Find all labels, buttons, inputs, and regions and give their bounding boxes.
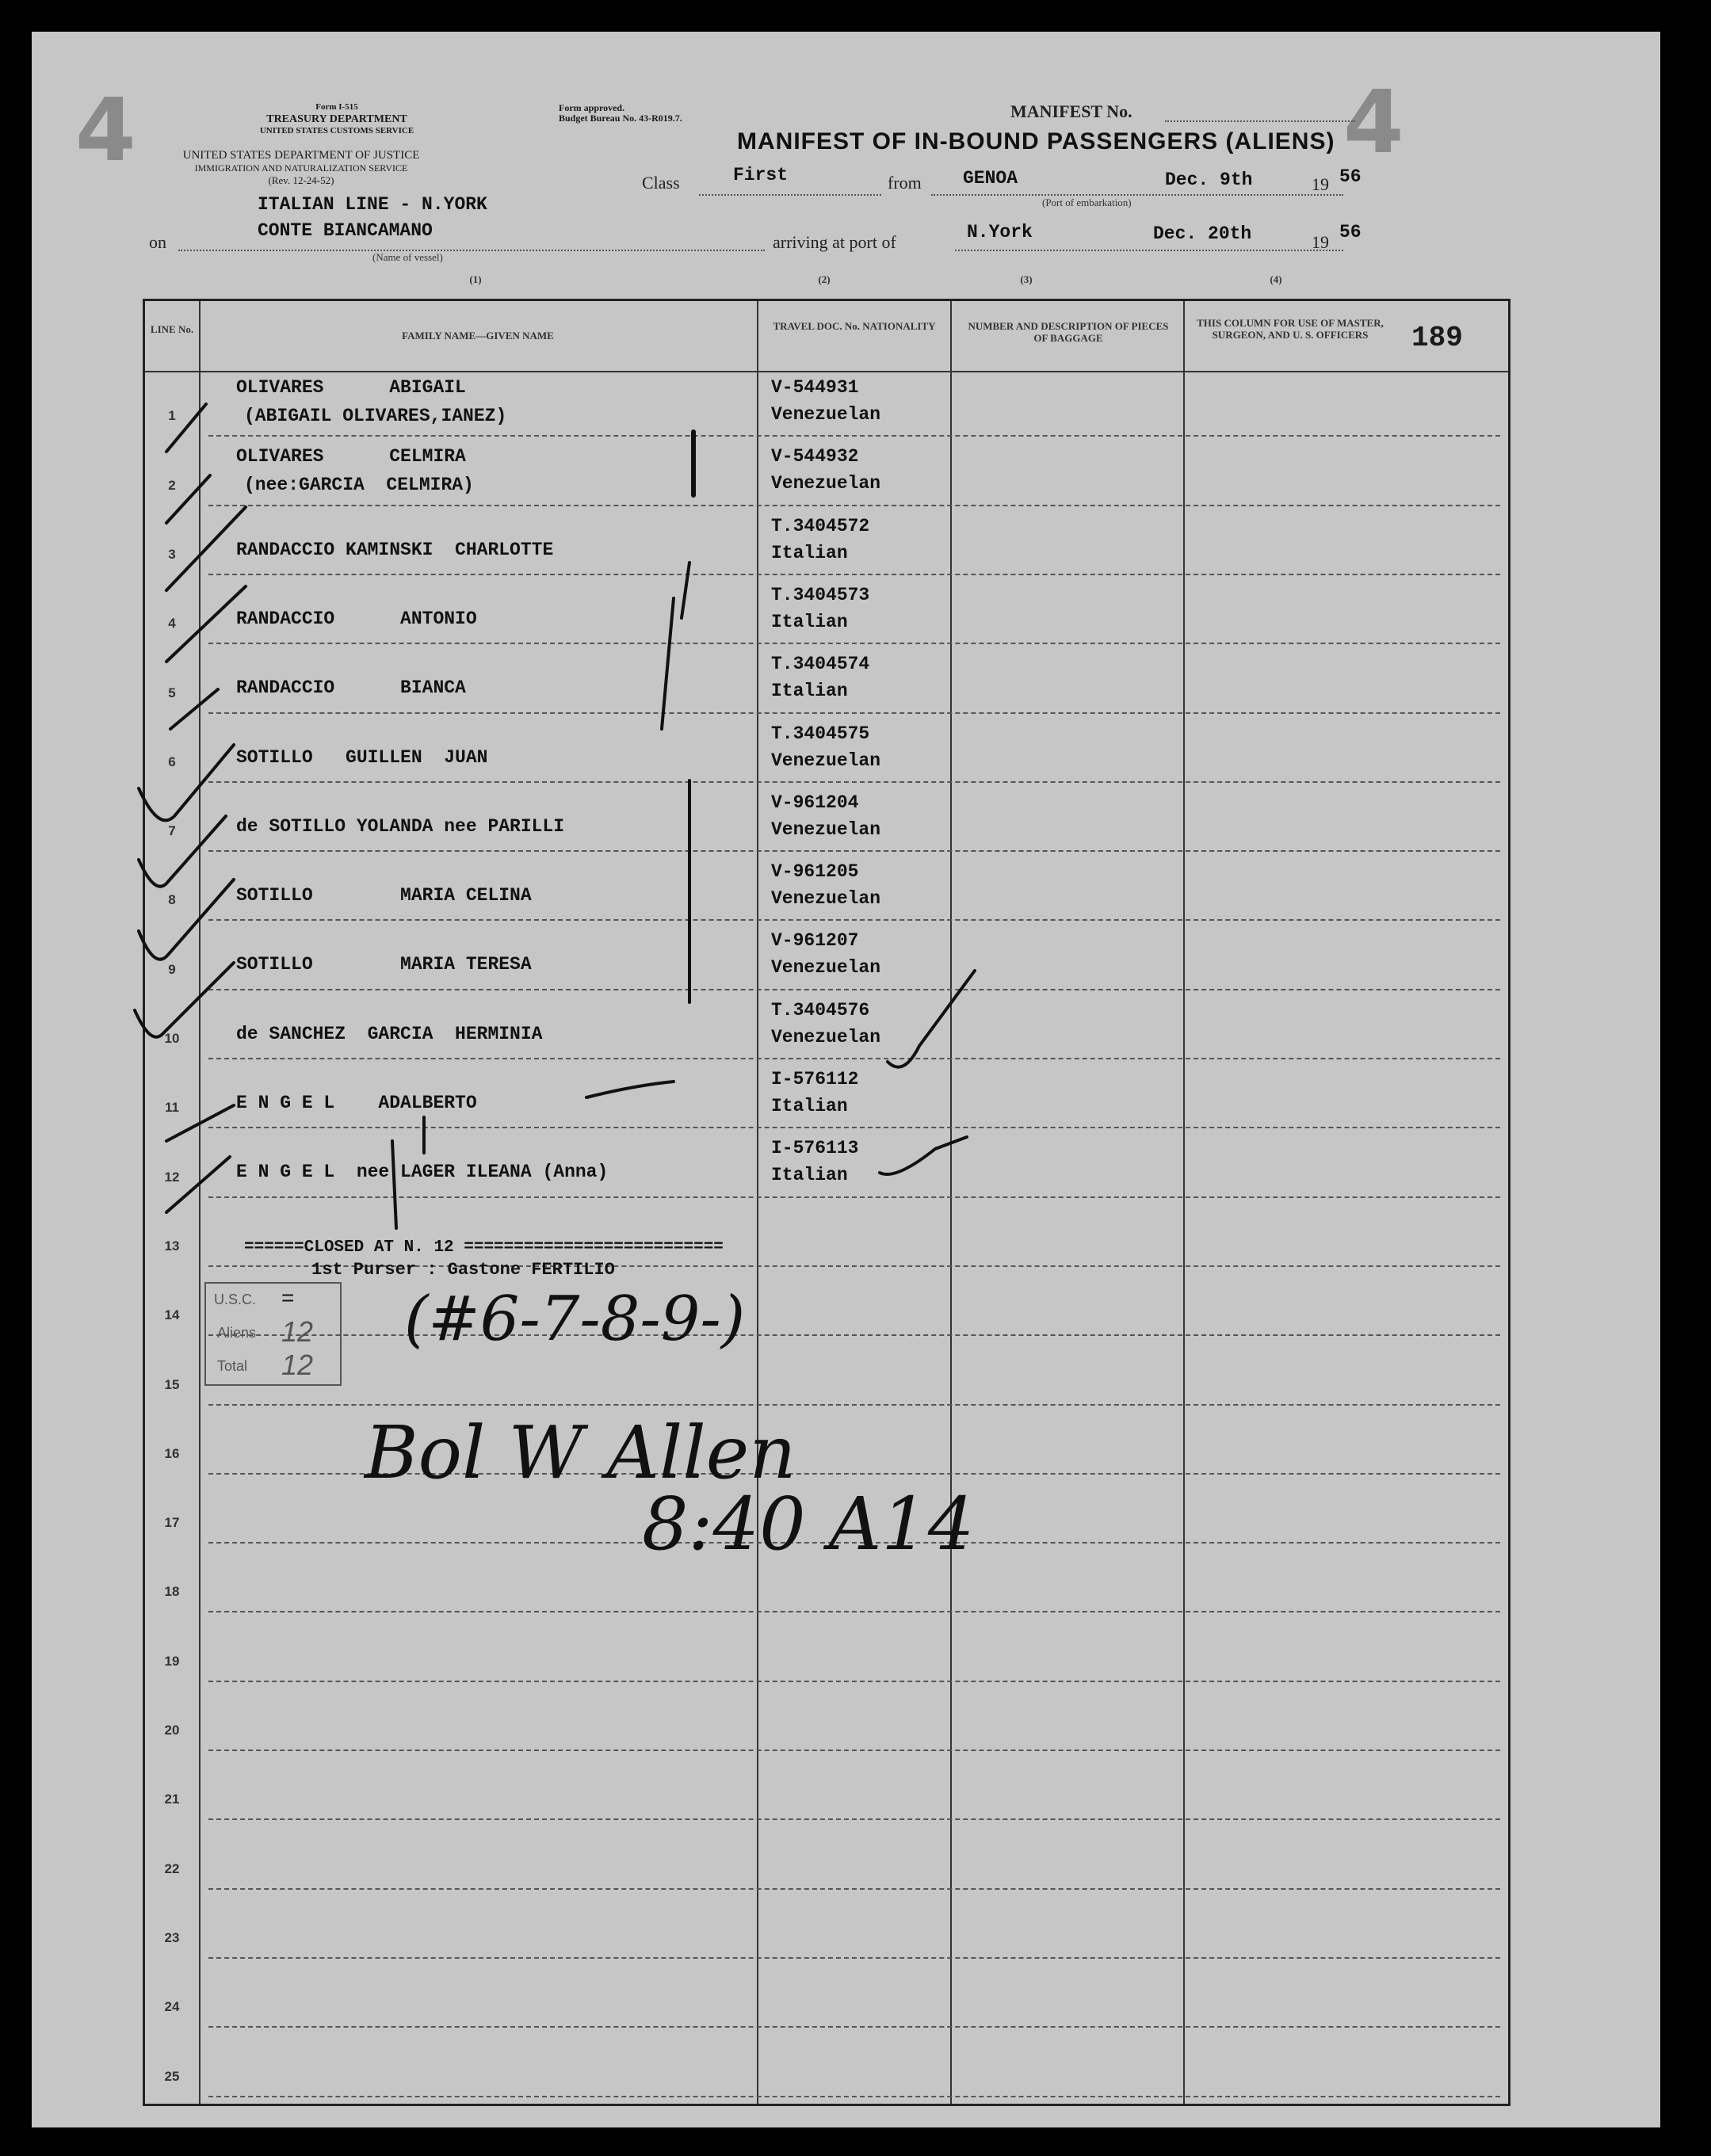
form-number: Form I-515: [315, 102, 358, 112]
line-number: 23: [164, 1929, 180, 1945]
budget-bureau: Budget Bureau No. 43-R019.7.: [559, 113, 682, 124]
check-mark-doc-10: [888, 971, 975, 1067]
purser-line: 1st Purser : Gastone FERTILIO: [311, 1260, 615, 1280]
passenger-name: SOTILLO MARIA CELINA: [236, 885, 532, 906]
nationality: Venezuelan: [771, 957, 881, 979]
check-mark-9: [135, 963, 234, 1037]
arrival-port: N.York: [967, 222, 1033, 242]
line-number: 12: [164, 1169, 180, 1185]
port-caption: (Port of embarkation): [1042, 197, 1132, 208]
nationality: Venezuelan: [771, 473, 881, 494]
check-mark-5: [170, 689, 218, 729]
arrival-year-prefix: 19: [1312, 232, 1329, 252]
nationality: Venezuelan: [771, 819, 881, 840]
bracket-4-5: [662, 598, 674, 729]
check-mark-11: [166, 1105, 234, 1141]
line-number: 17: [164, 1515, 180, 1531]
bracket-12: [392, 1141, 396, 1228]
header-family-name: FAMILY NAME—GIVEN NAME: [402, 330, 554, 342]
passenger-name: E N G E L ADALBERTO: [236, 1093, 477, 1113]
passenger-name: RANDACCIO KAMINSKI CHARLOTTE: [236, 539, 554, 560]
check-mark-1: [166, 404, 206, 452]
travel-doc-number: I-576113: [771, 1138, 859, 1159]
travel-doc-number: T.3404573: [771, 584, 870, 605]
line-number: 19: [164, 1653, 180, 1669]
arriving-label: arriving at port of: [773, 232, 896, 252]
vessel-caption: (Name of vessel): [372, 251, 443, 263]
line-number: 9: [168, 961, 176, 977]
corner-number-right: 4: [1343, 71, 1404, 173]
total-label: Total: [217, 1358, 248, 1374]
form-approved: Form approved.: [559, 102, 625, 113]
travel-doc-number: T.3404574: [771, 654, 870, 675]
line-number: 6: [168, 754, 176, 769]
usc-label: U.S.C.: [214, 1292, 257, 1307]
steamship-line: ITALIAN LINE - N.YORK: [258, 194, 487, 215]
passenger-name: de SANCHEZ GARCIA HERMINIA: [236, 1023, 543, 1044]
passenger-name: SOTILLO MARIA TERESA: [236, 954, 532, 975]
vessel-name: CONTE BIANCAMANO: [258, 220, 433, 241]
port-of-embarkation: GENOA: [963, 168, 1018, 189]
travel-doc-number: V-544932: [771, 446, 859, 467]
passenger-name-alt: (nee:GARCIA CELMIRA): [244, 475, 474, 496]
line-number: 22: [164, 1860, 180, 1876]
depart-year: 56: [1339, 166, 1362, 187]
column-number-2: (2): [818, 273, 831, 285]
line-number: 25: [164, 2068, 180, 2084]
line-number: 11: [165, 1100, 179, 1116]
underline-10: [586, 1082, 674, 1097]
arrival-year: 56: [1339, 222, 1362, 242]
total-value: 12: [281, 1349, 314, 1381]
line-number: 8: [168, 892, 176, 908]
class-value: First: [733, 165, 789, 185]
header-line-no: LINE No.: [150, 323, 194, 335]
passenger-name: OLIVARES ABIGAIL: [236, 377, 466, 398]
usc-value: =: [281, 1285, 295, 1310]
passenger-name: RANDACCIO ANTONIO: [236, 608, 477, 629]
inspection-time: 8:40 A14: [642, 1482, 975, 1566]
revision-date: (Rev. 12-24-52): [268, 174, 334, 186]
on-label: on: [149, 232, 166, 252]
header-baggage: NUMBER AND DESCRIPTION OF PIECES OF BAGGAGE: [968, 320, 1169, 344]
column-number-3: (3): [1020, 273, 1033, 285]
passenger-name: E N G E L nee LAGER ILEANA (Anna): [236, 1162, 609, 1183]
nationality: Italian: [771, 611, 848, 632]
manifest-title: MANIFEST OF IN-BOUND PASSENGERS (ALIENS): [737, 128, 1335, 155]
from-label: from: [888, 173, 922, 193]
page-number: 189: [1411, 322, 1463, 354]
passenger-name: de SOTILLO YOLANDA nee PARILLI: [236, 815, 565, 837]
treasury-department: TREASURY DEPARTMENT: [266, 113, 407, 125]
line-number: 16: [164, 1445, 180, 1461]
line-number: 5: [168, 685, 176, 700]
header-officers: THIS COLUMN FOR USE OF MASTER, SURGEON, AND U. S. OFFICERS: [1197, 317, 1384, 341]
arrival-date: Dec. 20th: [1153, 223, 1252, 244]
check-mark-3: [166, 507, 246, 590]
line-number: 24: [164, 1999, 180, 2015]
nationality: Italian: [771, 1096, 848, 1116]
manifest-page: [32, 32, 1660, 2127]
nationality: Italian: [771, 1165, 848, 1186]
corner-number-left: 4: [75, 79, 136, 181]
travel-doc-number: I-576112: [771, 1069, 859, 1089]
passenger-name: RANDACCIO BIANCA: [236, 677, 466, 699]
line-number: 10: [164, 1031, 180, 1046]
check-mark-12: [166, 1157, 230, 1212]
line-number: 21: [164, 1792, 180, 1807]
check-mark-4: [166, 586, 246, 662]
line-number: 4: [168, 616, 176, 632]
depart-year-prefix: 19: [1312, 174, 1329, 194]
travel-doc-number: T.3404575: [771, 723, 870, 744]
nationality: Italian: [771, 681, 848, 702]
line-number: 1: [168, 408, 176, 424]
line-number: 2: [168, 477, 176, 493]
line-number: 3: [168, 546, 176, 562]
column-number-1: (1): [469, 273, 482, 285]
line-number: 20: [164, 1723, 180, 1738]
passenger-name: OLIVARES CELMIRA: [236, 446, 466, 467]
check-mark-6: [139, 745, 234, 820]
column-number-4: (4): [1270, 273, 1282, 285]
departure-date: Dec. 9th: [1165, 170, 1253, 190]
nationality: Venezuelan: [771, 750, 881, 771]
line-number: 15: [164, 1376, 180, 1392]
line-number: 14: [164, 1307, 180, 1323]
class-label: Class: [642, 173, 680, 193]
ins-service: IMMIGRATION AND NATURALIZATION SERVICE: [194, 162, 408, 174]
travel-doc-number: V-544931: [771, 377, 859, 398]
aliens-value: 12: [281, 1315, 314, 1348]
check-marks-overlay: [32, 32, 1660, 2127]
check-mark-8: [139, 880, 234, 960]
nationality: Venezuelan: [771, 888, 881, 910]
line-number: 13: [164, 1238, 180, 1254]
travel-doc-number: V-961207: [771, 930, 859, 952]
check-mark-2: [166, 475, 210, 523]
circled-line-numbers: (#6-7-8-9-): [404, 1284, 746, 1355]
nationality: Italian: [771, 542, 848, 563]
header-travel-doc: TRAVEL DOC. No. NATIONALITY: [773, 320, 936, 332]
closed-at-line: ======CLOSED AT N. 12 ==========================: [244, 1238, 724, 1257]
line-number: 18: [164, 1584, 180, 1600]
nationality: Venezuelan: [771, 1026, 881, 1047]
customs-service: UNITED STATES CUSTOMS SERVICE: [259, 126, 414, 135]
line-number: 7: [168, 823, 176, 839]
check-mark-doc-12: [880, 1137, 967, 1174]
passenger-name: SOTILLO GUILLEN JUAN: [236, 746, 488, 768]
manifest-no-label: MANIFEST No.: [1010, 101, 1132, 121]
travel-doc-number: T.3404576: [771, 999, 870, 1021]
check-mark-7: [139, 816, 226, 887]
inspector-signature: Bol W Allen: [365, 1410, 796, 1495]
aliens-label: Aliens: [217, 1325, 257, 1341]
travel-doc-number: V-961205: [771, 861, 859, 883]
passenger-name-alt: (ABIGAIL OLIVARES,IANEZ): [244, 406, 507, 426]
travel-doc-number: T.3404572: [771, 515, 870, 536]
bracket-3: [682, 563, 689, 618]
justice-department: UNITED STATES DEPARTMENT OF JUSTICE: [182, 149, 420, 162]
nationality: Venezuelan: [771, 404, 881, 425]
travel-doc-number: V-961204: [771, 792, 859, 813]
